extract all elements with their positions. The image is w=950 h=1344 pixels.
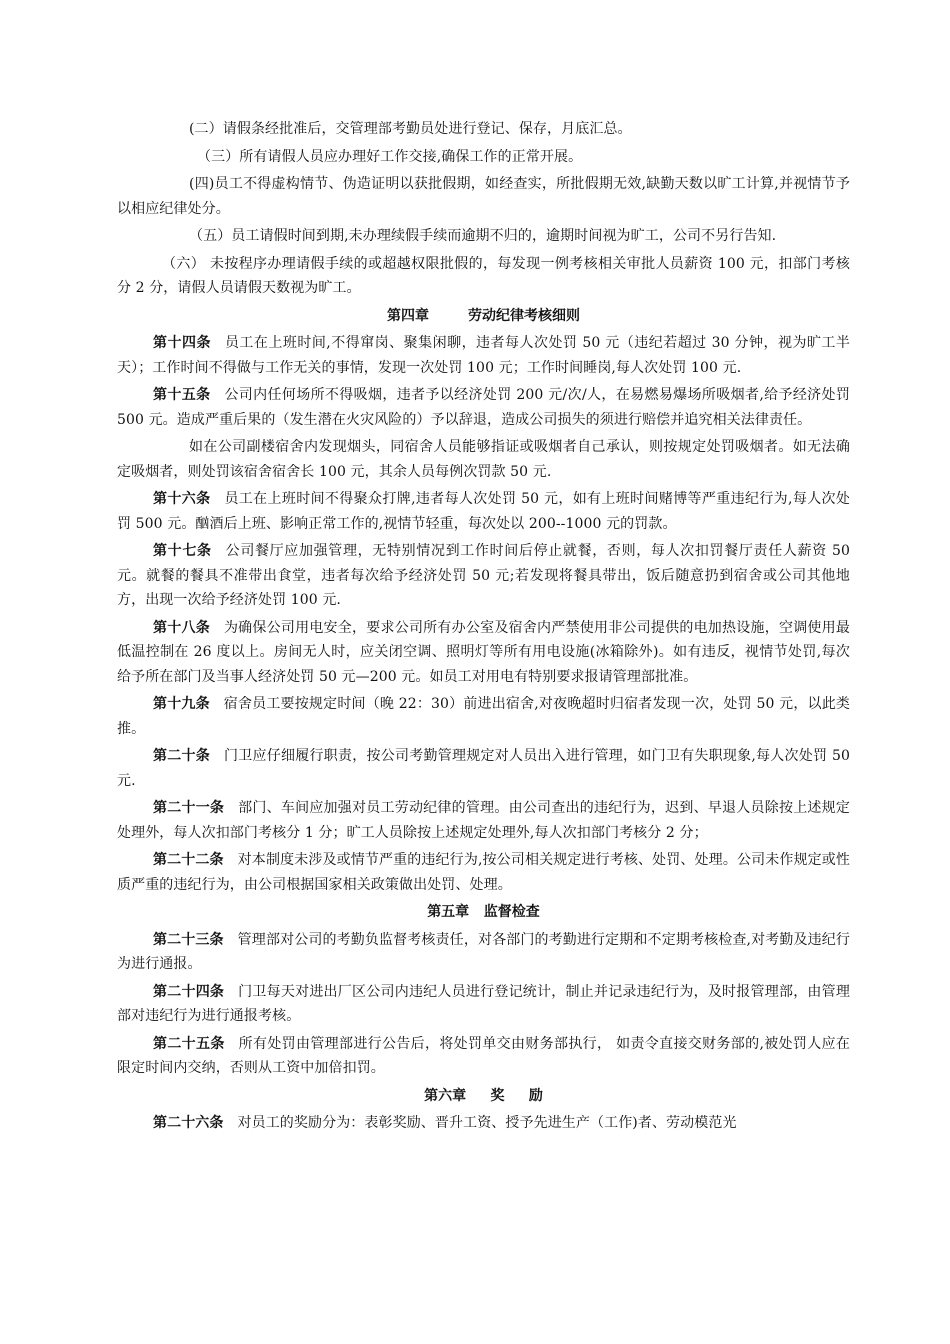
paragraph-false-leave: (四)员工不得虚构情节、伪造证明以获批假期，如经查实，所批假期无效,缺勤天数以旷工计算,并视情节予以相应纪律处分。	[117, 176, 850, 217]
article-19-title: 第十九条	[153, 696, 210, 712]
article-18-text: 为确保公司用电安全，要求公司所有办公室及宿舍内严禁使用非公司提供的电加热设施，空调使用最低温控制在 26 度以上。房间无人时，应关闭空调、照明灯等所有用电设施(冰箱除外)。如有违反，视情节处罚,每次给予所在部门及当事人经济处罚 50 元—200 元。如员工对用电有特别要求报请管理部批准。	[117, 619, 850, 685]
article-18-title: 第十八条	[153, 619, 210, 636]
article-15	[117, 383, 850, 432]
article-24-title: 第二十四条	[153, 983, 225, 1000]
article-16-title: 第十六条	[153, 491, 211, 507]
article-20-text: 门卫应仔细履行职责，按公司考勤管理规定对人员出入进行管理，如门卫有失职现象,每人次处罚 50 元.	[117, 748, 851, 789]
article-26-text: 对员工的奖励分为：表彰奖励、晋升工资、授予先进生产（工作)者、劳动模范光	[237, 1115, 737, 1131]
article-21	[117, 796, 850, 845]
article-20	[117, 744, 850, 793]
article-24	[117, 980, 850, 1029]
article-23-text: 管理部对公司的考勤负监督考核责任，对各部门的考勤进行定期和不定期考核检查,对考勤及违纪行为进行通报。	[117, 931, 850, 972]
article-16-text: 员工在上班时间不得聚众打牌,违者每人次处罚 50 元，如有上班时间赌博等严重违纪行为,每人次处罚 500 元。酗酒后上班、影响正常工作的,视情节轻重，每次处以 200--1000 元的罚款。	[117, 491, 851, 532]
chapter-4-heading: 第四章 劳动纪律考核细则	[387, 307, 580, 324]
paragraph-work-handover: （三）所有请假人员应办理好工作交接,确保工作的正常开展。	[197, 148, 583, 165]
article-26	[117, 1111, 850, 1136]
paragraph-overdue-leave: （五）员工请假时间到期,未办理续假手续而逾期不归的，逾期时间视为旷工，公司不另行告知.	[189, 228, 777, 244]
article-24-text: 门卫每天对进出厂区公司内违纪人员进行登记统计，制止并记录违纪行为，及时报管理部，由管理部对违纪行为进行通报考核。	[117, 983, 850, 1024]
article-25-title: 第二十五条	[153, 1035, 225, 1052]
article-25-text: 所有处罚由管理部进行公告后，将处罚单交由财务部执行， 如责令直接交财务部的,被处罚人应在限定时间内交纳，否则从工资中加倍扣罚。	[117, 1035, 850, 1076]
chapter-5-heading: 第五章 监督检查	[427, 904, 540, 920]
article-18	[117, 616, 850, 690]
article-15-supplement: 如在公司副楼宿舍内发现烟头，同宿舍人员能够指证或吸烟者自己承认，则按规定处罚吸烟者。如无法确定吸烟者，则处罚该宿舍宿舍长 100 元，其余人员每例次罚款 50 元.	[117, 439, 850, 480]
article-20-title: 第二十条	[153, 748, 211, 764]
article-17-title: 第十七条	[153, 543, 212, 559]
article-22-title: 第二十二条	[153, 852, 224, 868]
chapter-6-heading: 第六章 奖 励	[424, 1087, 543, 1104]
article-14-title: 第十四条	[153, 335, 211, 351]
article-26-title: 第二十六条	[153, 1115, 224, 1131]
paragraph-unauthorized-leave: （六） 未按程序办理请假手续的或超越权限批假的，每发现一例考核相关审批人员薪资 100 元，扣部门考核分 2 分，请假人员请假天数视为旷工。	[117, 255, 850, 296]
article-14-text: 员工在上班时间,不得窜岗、聚集闲聊，违者每人次处罚 50 元（违纪若超过 30 分钟，视为旷工半天）；工作时间不得做与工作无关的事情，发现一次处罚 100 元；工作时间睡岗,每人次处罚 100 元.	[117, 335, 850, 376]
article-17-text: 公司餐厅应加强管理，无特别情况到工作时间后停止就餐，否则，每人次扣罚餐厅责任人薪资 50 元。就餐的餐具不准带出食堂，违者每次给予经济处罚 50 元;若发现将餐具带出，饭后随意扔到宿舍或公司其他地方，出现一次给予经济处罚 100 元.	[117, 543, 850, 608]
article-15-title: 第十五条	[153, 387, 211, 403]
article-17	[117, 539, 850, 613]
article-21-title: 第二十一条	[153, 800, 225, 816]
paragraph-leave-registration: (二）请假条经批准后，交管理部考勤员处进行登记、保存，月底汇总。	[189, 121, 632, 137]
article-19	[117, 692, 850, 741]
article-23-title: 第二十三条	[153, 931, 224, 948]
article-22	[117, 848, 850, 897]
article-21-text: 部门、车间应加强对员工劳动纪律的管理。由公司查出的违纪行为，迟到、早退人员除按上述规定处理外，每人次扣部门考核分 1 分；旷工人员除按上述规定处理外,每人次扣部门考核分 2 分；	[117, 800, 850, 841]
article-16	[117, 487, 850, 536]
article-25	[117, 1032, 850, 1081]
article-15-text: 公司内任何场所不得吸烟，违者予以经济处罚 200 元/次/人，在易燃易爆场所吸烟者,给予经济处罚 500 元。造成严重后果的（发生潜在火灾风险的）予以辞退，造成公司损失的须进行赔偿并追究相关法律责任。	[117, 387, 850, 428]
article-19-text: 宿舍员工要按规定时间（晚 22：30）前进出宿舍,对夜晚超时归宿者发现一次，处罚 50 元，以此类推。	[117, 696, 850, 737]
article-22-text: 对本制度未涉及或情节严重的违纪行为,按公司相关规定进行考核、处罚、处理。公司未作规定或性质严重的违纪行为，由公司根据国家相关政策做出处罚、处理。	[117, 852, 850, 893]
article-23	[117, 928, 850, 977]
article-14	[117, 331, 850, 380]
